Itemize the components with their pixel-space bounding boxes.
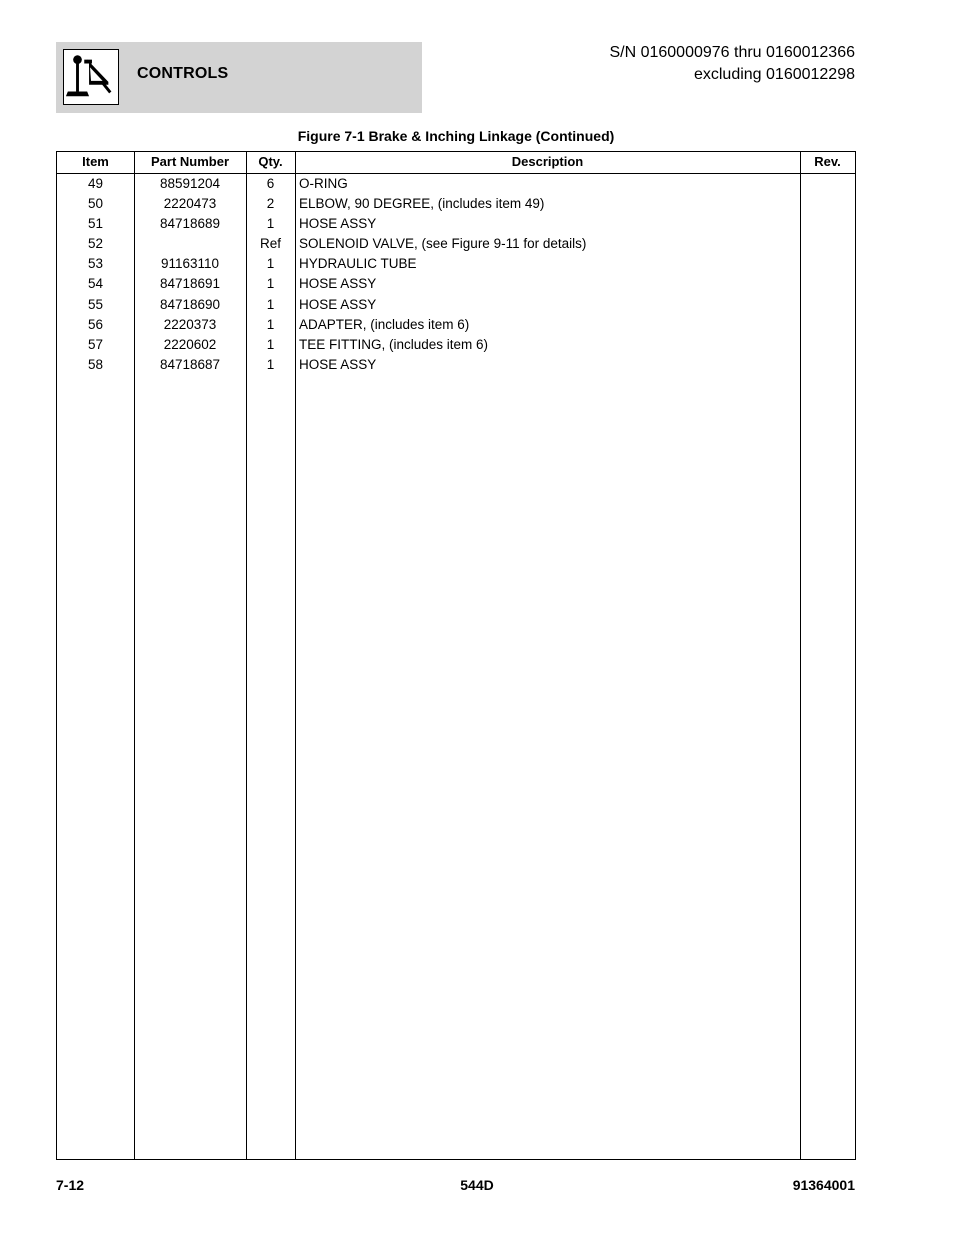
quantity: 1: [266, 256, 275, 272]
table-row: [57, 254, 855, 274]
part-number: 2220602: [163, 336, 217, 352]
part-number: 2220373: [163, 316, 217, 332]
controls-logo: [63, 49, 119, 105]
table-row: [57, 315, 855, 335]
table-row: [57, 194, 855, 214]
column-header-description: Description: [511, 154, 584, 169]
serial-line-1: S/N 0160000976 thru 0160012366: [609, 44, 855, 61]
item-number: 57: [87, 336, 104, 352]
part-number: 88591204: [159, 176, 221, 191]
quantity: 1: [266, 276, 275, 292]
column-header-part-number: Part Number: [150, 154, 230, 169]
description: HYDRAULIC TUBE: [299, 256, 417, 272]
table-row: [57, 295, 855, 315]
quantity: 1: [266, 296, 275, 312]
column-header-item: Item: [82, 154, 109, 169]
table-row: [57, 355, 855, 375]
item-number: 55: [87, 296, 104, 312]
description: TEE FITTING, (includes item 6): [299, 336, 489, 352]
section-title: CONTROLS: [137, 65, 229, 82]
item-number: 54: [87, 276, 104, 292]
quantity: 1: [266, 316, 275, 332]
description: O-RING: [299, 176, 348, 191]
quantity: 2: [266, 196, 275, 212]
model-number: 544D: [460, 1177, 494, 1193]
description: ADAPTER, (includes item 6): [299, 316, 470, 332]
table-row: [57, 234, 855, 254]
quantity: 6: [266, 176, 275, 191]
description: HOSE ASSY: [299, 356, 377, 372]
column-header-qty: Qty.: [258, 154, 283, 169]
serial-line-2: excluding 0160012298: [693, 66, 855, 83]
serial-range: [609, 42, 855, 86]
table-row: [57, 174, 855, 194]
parts-table: [56, 151, 856, 1160]
part-number: 84718689: [159, 216, 221, 232]
table-row: [57, 335, 855, 355]
item-number: 49: [87, 176, 104, 191]
item-number: 58: [87, 356, 104, 372]
item-number: 53: [87, 256, 104, 272]
quantity: 1: [266, 356, 275, 372]
table-row: [57, 274, 855, 294]
part-number: 84718687: [159, 356, 221, 372]
description: HOSE ASSY: [299, 296, 377, 312]
part-number: 84718690: [159, 296, 221, 312]
part-number: 91163110: [160, 256, 220, 272]
table-row: [57, 214, 855, 234]
quantity: 1: [266, 336, 275, 352]
item-number: 52: [87, 236, 104, 252]
part-number: 2220473: [163, 196, 217, 212]
item-number: 56: [87, 316, 104, 332]
description: SOLENOID VALVE, (see Figure 9-11 for details): [299, 236, 587, 252]
figure-title: Figure 7-1 Brake & Inching Linkage (Continued): [297, 128, 615, 144]
item-number: 51: [87, 216, 104, 232]
description: ELBOW, 90 DEGREE, (includes item 49): [299, 196, 545, 212]
quantity: 1: [266, 216, 275, 232]
table-body: [57, 174, 855, 375]
page-number: 7-12: [56, 1177, 85, 1193]
column-header-rev: Rev.: [814, 154, 841, 169]
manual-number: 91364001: [792, 1177, 855, 1193]
description: HOSE ASSY: [299, 276, 377, 292]
part-number: 84718691: [159, 276, 221, 292]
quantity: Ref: [259, 236, 281, 252]
item-number: 50: [87, 196, 104, 212]
description: HOSE ASSY: [299, 216, 377, 232]
joystick-control-icon: [64, 50, 118, 104]
